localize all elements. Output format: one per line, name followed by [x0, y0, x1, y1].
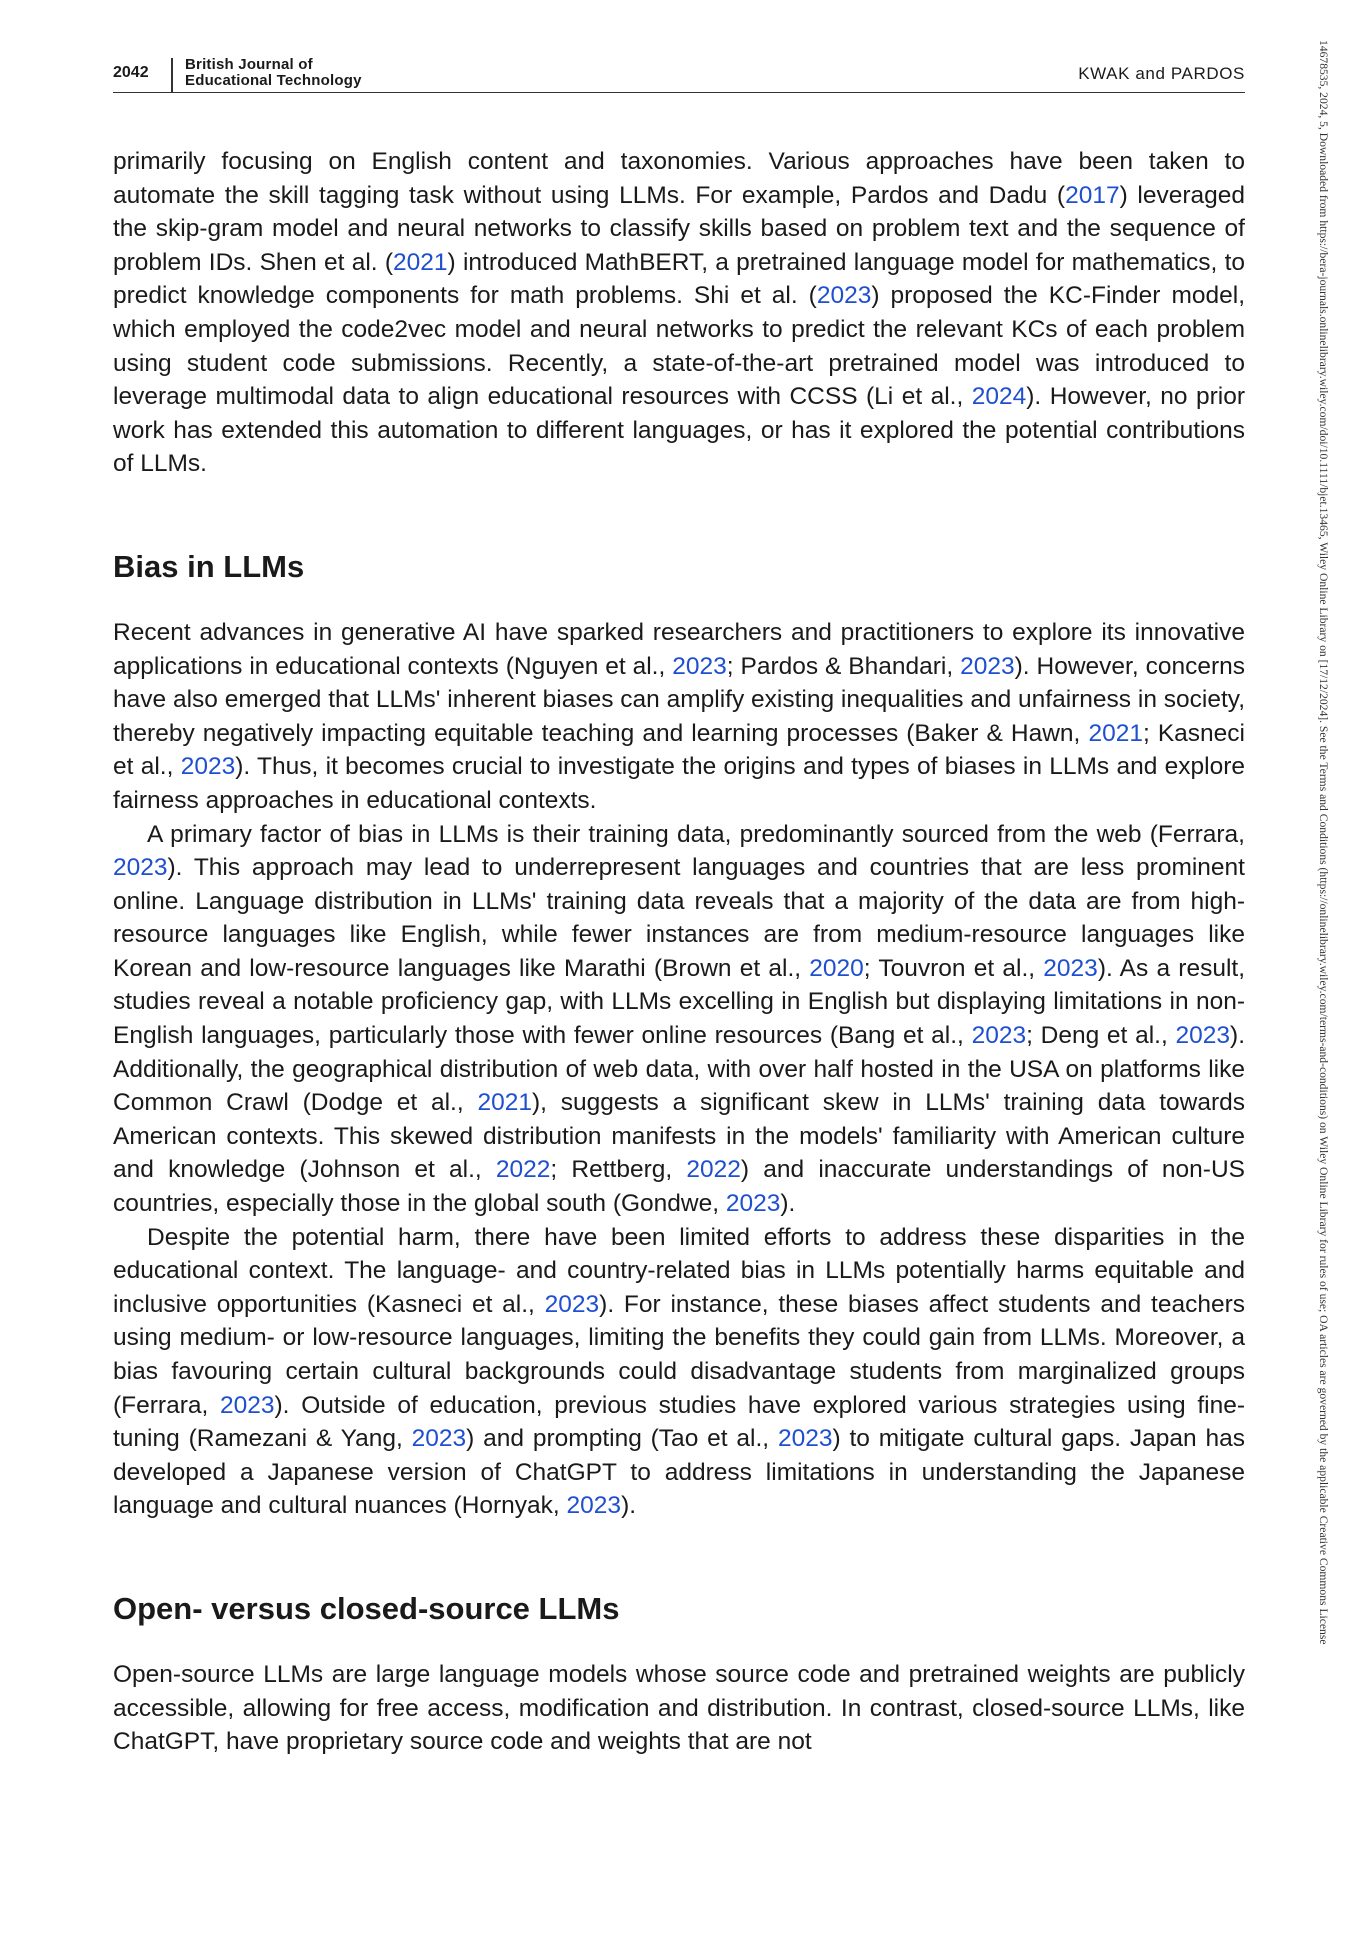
- section-heading-bias: Bias in LLMs: [113, 548, 305, 584]
- journal-name-line1: British Journal of: [185, 56, 313, 73]
- article-body: [113, 145, 1245, 1759]
- citation-link[interactable]: 2023: [971, 1022, 1027, 1050]
- citation-link[interactable]: 2023: [777, 1425, 833, 1453]
- citation-link[interactable]: 2023: [220, 1391, 275, 1419]
- citation-link[interactable]: 2022: [686, 1156, 741, 1184]
- running-head-authors: KWAK and PARDOS: [1078, 64, 1245, 83]
- citation-link[interactable]: 2023: [113, 854, 168, 882]
- citation-link[interactable]: 2021: [1088, 719, 1143, 747]
- citation-link[interactable]: 2021: [393, 248, 448, 276]
- intro-paragraph: primarily focusing on English content and taxonomies. Various approaches have been taken to automate the skill tagging task without using LLMs. For example, Pardos and Dadu (2017) leveraged the skip-gram model and neural networks to classify skills based on problem text and the sequence of problem IDs. Shen et al. (2021) introduced MathBERT, a pretrained language model for mathematics, to predict knowledge components for math problems. Shi et al. (2023) proposed the KC-Finder model, which employed the code2vec model and neural networks to predict the relevant KCs of each problem using student code submissions. Recently, a state-of-the-art pretrained model was introduced to leverage multimodal data to align educational resources with CCSS (Li et al., 2024). However, no prior work has extended this automation to different languages, or has it explored the potential contributions of LLMs.: [113, 148, 1246, 478]
- journal-name-line2: Educational Technology: [185, 72, 362, 89]
- citation-link[interactable]: 2023: [960, 652, 1015, 680]
- header-divider: [171, 58, 173, 92]
- download-notice: 14678535, 2024, 5, Downloaded from https://bera-journals.onlinelibrary.wiley.com/doi/10.1111/bjet.13465, Wiley Online Library on [17/12/2024]. See the Terms and Conditions (https://onlinelibrary.wiley.com/terms-and-conditions) on Wiley Online Library for rules of use; OA articles are governed by the applicable Creative Commons License: [1317, 40, 1330, 1645]
- citation-link[interactable]: 2022: [495, 1156, 551, 1184]
- citation-link[interactable]: 2023: [1043, 954, 1098, 982]
- citation-link[interactable]: 2023: [1175, 1022, 1231, 1050]
- citation-link[interactable]: 2023: [672, 652, 727, 680]
- citation-link[interactable]: 2023: [566, 1492, 622, 1520]
- page-number: 2042: [113, 64, 149, 81]
- citation-link[interactable]: 2020: [809, 954, 864, 982]
- citation-link[interactable]: 2023: [180, 753, 236, 781]
- citation-link[interactable]: 2021: [477, 1089, 532, 1117]
- bias-paragraph-2: A primary factor of bias in LLMs is their training data, predominantly sourced from the web (Ferrara, 2023). This approach may lead to underrepresent languages and countries that are less prominent online. Language distribution in LLMs' training data reveals that a majority of the data are from high-resource languages like English, while fewer instances are from medium-resource languages like Korean and low-resource languages like Marathi (Brown et al., 2020; Touvron et al., 2023). As a result, studies reveal a notable proficiency gap, with LLMs excelling in English but displaying limitations in non-English languages, particularly those with fewer online resources (Bang et al., 2023; Deng et al., 2023). Additionally, the geographical distribution of web data, with over half hosted in the USA on platforms like Common Crawl (Dodge et al., 2021), suggests a significant skew in LLMs' training data towards American contexts. This skewed distribution manifests in the models' familiarity with American culture and knowledge (Johnson et al., 2022; Rettberg, 2022) and inaccurate understandings of non-US countries, especially those in the global south (Gondwe, 2023).: [113, 820, 1245, 1218]
- bias-paragraph-1: Recent advances in generative AI have sparked researchers and practitioners to explore its innovative applications in educational contexts (Nguyen et al., 2023; Pardos & Bhandari, 2023). However, concerns have also emerged that LLMs' inherent biases can amplify existing inequalities and unfairness in society, thereby negatively impacting equitable teaching and learning processes (Baker & Hawn, 2021; Kasneci et al., 2023). Thus, it becomes crucial to investigate the origins and types of biases in LLMs and explore fairness approaches in educational contexts.: [113, 618, 1245, 814]
- citation-link[interactable]: 2023: [816, 282, 872, 310]
- citation-link[interactable]: 2023: [411, 1425, 467, 1453]
- journal-name[interactable]: [185, 57, 362, 89]
- citation-link[interactable]: 2023: [544, 1290, 600, 1318]
- citation-link[interactable]: 2023: [725, 1190, 781, 1218]
- bias-paragraph-3: Despite the potential harm, there have been limited efforts to address these disparities in the educational context. The language- and country-related bias in LLMs potentially harms equitable and inclusive opportunities (Kasneci et al., 2023). For instance, these biases affect students and teachers using medium- or low-resource languages, limiting the benefits they could gain from LLMs. Moreover, a bias favouring certain cultural backgrounds could disadvantage students from marginalized groups (Ferrara, 2023). Outside of education, previous studies have explored various strategies using fine-tuning (Ramezani & Yang, 2023) and prompting (Tao et al., 2023) to mitigate cultural gaps. Japan has developed a Japanese version of ChatGPT to address limitations in understanding the Japanese language and cultural nuances (Hornyak, 2023).: [113, 1223, 1245, 1520]
- section-heading-open-closed: Open- versus closed-source LLMs: [113, 1590, 620, 1626]
- page-header: [113, 56, 1245, 93]
- citation-link[interactable]: 2017: [1065, 181, 1120, 209]
- citation-link[interactable]: 2024: [971, 383, 1027, 411]
- open-paragraph-1: Open-source LLMs are large language models whose source code and pretrained weights are publicly accessible, allowing for free access, modification and distribution. In contrast, closed-source LLMs, like ChatGPT, have proprietary source code and weights that are not: [113, 1660, 1245, 1756]
